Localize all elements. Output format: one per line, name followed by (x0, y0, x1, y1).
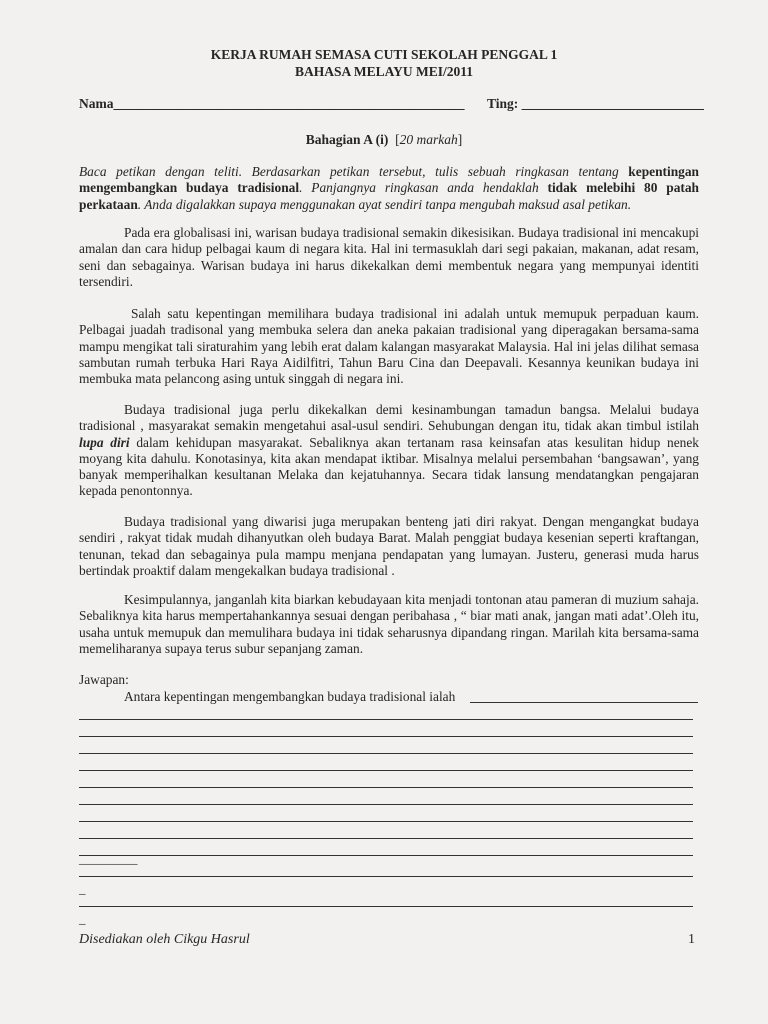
instr-bold-1: kepentingan mengembangkan budaya tradisional (79, 164, 699, 196)
passage-paragraph-1 (79, 225, 699, 290)
p3-text-b: dalam kehidupan masyarakat. Sebaliknya akan tertanam rasa keinsafan atas kesulitan hidup nenek moyang kita dahulu. Konotasinya, kita akan mendapat iktibar. Misalnya melalui persembahan ‘bangsawan’, yang banyak memperihalkan kesultanan Melaka dan kejatuhannya. Secara tidak lansung mendatangkan pengajaran kepada penontonnya. (79, 434, 699, 499)
answer-line[interactable] (79, 753, 693, 754)
answer-line[interactable] (79, 906, 693, 907)
p3-bold-term: lupa diri (79, 434, 130, 450)
p2-text: Salah satu kepentingan memilihara budaya tradisional ini adalah untuk memupuk perpaduan kaum. Pelbagai juadah tradisonal yang membuka selera dan aneka pakaian tradisional yang diperagakan bersama-sama mampu mengikat tali siraturahim yang lebih erat dalam kalangan masyarakat Malaysia. Hal ini jelas dilihat semasa sambutan rumah terbuka Hari Raya Aidilfitri, Tahun Baru Cina dan Deepavali. Kesannya keunikan budaya ini membuka mata pelancong asing untuk singgah di negara ini. (79, 306, 699, 387)
answer-short-blank[interactable]: _________ (79, 851, 138, 866)
answer-line[interactable] (79, 804, 693, 805)
answer-dash: _ (79, 881, 86, 896)
p3-text-a: Budaya tradisional juga perlu dikekalkan demi kesinambungan tamadun bangsa. Melalui budaya tradisional , masyarakat semakin mengetahui asal-usul sendiri. Sehubungan dengan itu, tidak akan timbul istilah (79, 402, 699, 434)
class-blank: ___________________________ (521, 96, 704, 111)
name-blank: ____________________________________________________ (113, 96, 465, 111)
answer-line[interactable] (79, 838, 693, 839)
answer-line[interactable] (79, 770, 693, 771)
p5-text: Kesimpulannya, janganlah kita biarkan kebudayaan kita menjadi tontonan atau pameran di muzium sahaja. Sebaliknya kita harus mempertahankannya sesuai dengan peribahasa , “ biar mati anak, jangan mati adat’.Oleh itu, usaha untuk memupuk dan memulihara budaya ini tidak seharusnya dipandang ringan. Marilah kita bersama-sama memeliharanya supaya terus subur sepanjang zaman. (79, 592, 699, 656)
section-title: Bahagian A (i) (305, 132, 389, 147)
answer-line[interactable] (79, 736, 693, 737)
answer-line[interactable] (79, 855, 693, 856)
p4-text: Budaya tradisional yang diwarisi juga merupakan benteng jati diri rakyat. Dengan mengangkat budaya sendiri , rakyat tidak mudah dihanyutkan oleh budaya Barat. Malah penggiat budaya kesenian seperti kraftangan, tenunan, tekad dan sebagainya pula mampu menjana pendapatan yang lumayan. Justeru, generasi muda harus bertindak proaktif dalam mengekalkan budaya tradisional . (79, 514, 699, 578)
instructions (79, 164, 699, 213)
name-row (79, 95, 465, 112)
class-label: Ting: (487, 96, 519, 111)
passage-paragraph-4 (79, 514, 699, 579)
marks-open: [ (395, 132, 400, 147)
passage-paragraph-3 (79, 402, 699, 500)
answer-label: Jawapan: (79, 672, 129, 687)
passage-paragraph-2 (79, 306, 699, 387)
answer-line[interactable] (79, 719, 693, 720)
section-marks: 20 markah (399, 132, 458, 147)
marks-close: ] (457, 132, 463, 147)
answer-dash: _ (79, 911, 86, 926)
class-row (487, 95, 704, 112)
section-heading (0, 131, 768, 148)
p1-text: Pada era globalisasi ini, warisan budaya tradisional semakin dikesisikan. Budaya tradisional ini mencakupi amalan dan cara hidup pelbagai kaum di negara kita. Hal ini termasuklah dari segi pakaian, makanan, adat resam, seni dan sebagainya. Warisan budaya ini harus dikekalkan demi membentuk negara yang mempunyai identiti tersendiri. (79, 225, 699, 289)
passage-paragraph-5 (79, 592, 699, 657)
name-label: Nama (79, 96, 114, 111)
answer-line[interactable] (79, 876, 693, 877)
instr-part-3: . Anda digalakkan supaya menggunakan ayat sendiri tanpa mengubah maksud asal petikan. (137, 196, 632, 212)
answer-line[interactable] (79, 787, 693, 788)
footer-credit: Disediakan oleh Cikgu Hasrul (79, 932, 250, 947)
answer-prompt-line[interactable] (470, 702, 698, 703)
instr-part-1: Baca petikan dengan teliti. Berdasarkan petikan tersebut, tulis sebuah ringkasan tentang (79, 164, 629, 179)
instr-bold-2: tidak melebihi 80 patah perkataan (79, 180, 700, 212)
answer-prompt: Antara kepentingan mengembangkan budaya tradisional ialah (124, 689, 456, 704)
title-line-2: BAHASA MELAYU MEI/2011 (294, 64, 474, 79)
page-number: 1 (688, 932, 695, 947)
title-line-1: KERJA RUMAH SEMASA CUTI SEKOLAH PENGGAL 1 (210, 47, 558, 62)
answer-line[interactable] (79, 821, 693, 822)
instr-part-2: . Panjangnya ringkasan anda hendaklah (299, 180, 548, 196)
